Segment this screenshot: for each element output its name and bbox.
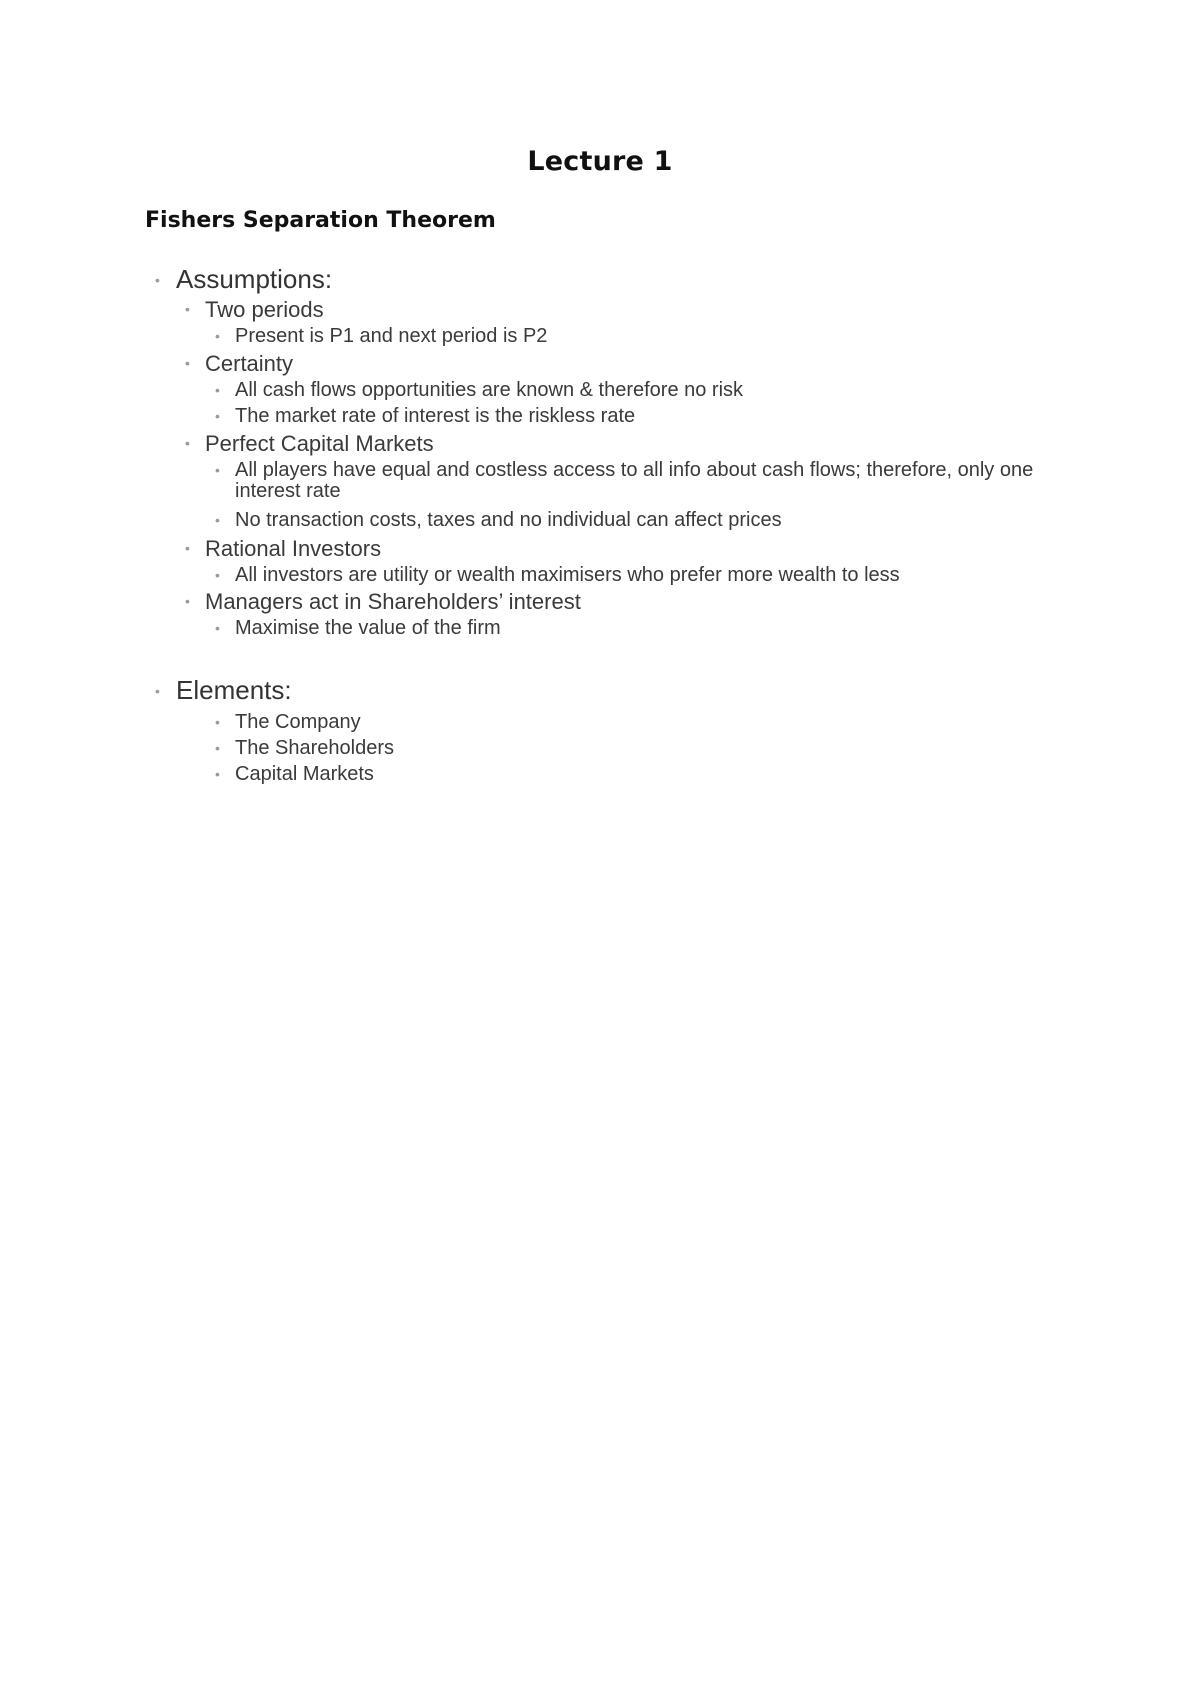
element-the-shareholders: The Shareholders [235, 737, 394, 759]
bullet-managers-act: • [185, 593, 190, 609]
element-the-company: The Company [235, 711, 361, 733]
assumptions-heading: Assumptions: [176, 264, 333, 294]
bullet-the-shareholders: • [215, 740, 220, 756]
subitem-riskless-rate: The market rate of interest is the riskless rate [235, 405, 636, 427]
item-managers-act: Managers act in Shareholders’ interest [205, 589, 581, 614]
bullet-capital-markets: • [215, 766, 220, 782]
bullet-riskless-rate: • [215, 408, 220, 424]
bullet-present-period: • [215, 328, 220, 344]
bullet-wealth-maximisers: • [215, 567, 220, 583]
item-certainty: Certainty [205, 351, 294, 376]
bullet-the-company: • [215, 714, 220, 730]
item-rational-investors: Rational Investors [205, 536, 382, 561]
section-heading: Fishers Separation Theorem [145, 208, 496, 233]
bullet-elements: • [155, 683, 160, 699]
element-capital-markets: Capital Markets [235, 763, 374, 785]
bullet-assumptions: • [155, 272, 160, 288]
bullet-maximise-value: • [215, 620, 220, 636]
bullet-no-transaction-costs: • [215, 512, 220, 528]
page-title: Lecture 1 [527, 146, 673, 177]
item-perfect-capital-markets: Perfect Capital Markets [205, 431, 434, 456]
elements-heading: Elements: [176, 675, 292, 705]
subitem-equal-access: All players have equal and costless access to all info about cash flows; therefore, only one interest rate [235, 459, 1034, 502]
subitem-present-period: Present is P1 and next period is P2 [235, 325, 548, 347]
subitem-cash-flows-known: All cash flows opportunities are known & therefore no risk [235, 379, 744, 401]
bullet-cash-flows-known: • [215, 382, 220, 398]
bullet-certainty: • [185, 355, 190, 371]
bullet-perfect-capital-markets: • [185, 435, 190, 451]
item-two-periods: Two periods [205, 297, 324, 322]
bullet-equal-access: • [215, 462, 220, 478]
subitem-wealth-maximisers: All investors are utility or wealth maximisers who prefer more wealth to less [235, 564, 900, 586]
subitem-no-transaction-costs: No transaction costs, taxes and no individual can affect prices [235, 509, 782, 531]
bullet-two-periods: • [185, 301, 190, 317]
bullet-rational-investors: • [185, 540, 190, 556]
subitem-maximise-value: Maximise the value of the firm [235, 617, 501, 639]
